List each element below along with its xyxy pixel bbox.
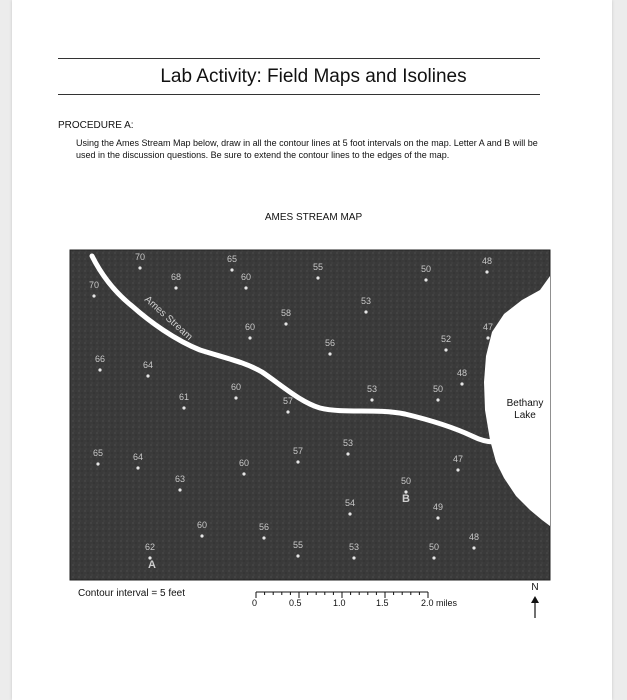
elevation-dot	[296, 554, 299, 557]
contour-interval-label: Contour interval = 5 feet	[78, 588, 186, 599]
elevation-label: 55	[292, 540, 304, 550]
elevation-label: 66	[94, 354, 106, 364]
elevation-dot	[244, 286, 247, 289]
elevation-dot	[138, 266, 141, 269]
elevation-dot	[456, 468, 459, 471]
scale-tick-1-5: 1.5	[376, 598, 389, 608]
north-arrow-icon	[531, 596, 539, 618]
elevation-dot	[296, 460, 299, 463]
scale-tick-1-0: 1.0	[333, 598, 346, 608]
elevation-dot	[146, 374, 149, 377]
elevation-dot	[178, 488, 181, 491]
elevation-dot	[436, 516, 439, 519]
elevation-label: 70	[134, 252, 146, 262]
lake-label-line1: Bethany	[506, 398, 544, 409]
elevation-dot	[230, 268, 233, 271]
elevation-dot	[436, 398, 439, 401]
scale-tick-2-0: 2.0 miles	[421, 598, 458, 608]
elevation-dot	[348, 512, 351, 515]
elevation-label: 58	[280, 308, 292, 318]
elevation-label: 62	[144, 542, 156, 552]
elevation-dot	[262, 536, 265, 539]
elevation-label: 61	[178, 392, 190, 402]
elevation-label: 55	[312, 262, 324, 272]
elevation-label: 48	[468, 532, 480, 542]
point-b-label: B	[402, 493, 410, 505]
elevation-label: 63	[174, 474, 186, 484]
elevation-label: 50	[420, 264, 432, 274]
elevation-label: 53	[348, 542, 360, 552]
elevation-label: 57	[282, 396, 294, 406]
elevation-label: 65	[92, 448, 104, 458]
elevation-label: 68	[170, 272, 182, 282]
elevation-label: 60	[196, 520, 208, 530]
elevation-dot	[485, 270, 488, 273]
elevation-label: 65	[226, 254, 238, 264]
elevation-dot	[286, 410, 289, 413]
elevation-dot	[316, 276, 319, 279]
elevation-label: 48	[481, 256, 493, 266]
elevation-dot	[472, 546, 475, 549]
elevation-dot	[328, 352, 331, 355]
elevation-dot	[460, 382, 463, 385]
stream-label: Ames Stream	[141, 294, 195, 343]
elevation-label: 64	[132, 452, 144, 462]
point-a-label: A	[148, 559, 156, 571]
elevation-dot	[234, 396, 237, 399]
scale-tick-0-5: 0.5	[289, 598, 302, 608]
elevation-label: 60	[238, 458, 250, 468]
elevation-dot	[248, 336, 251, 339]
elevation-label: 47	[452, 454, 464, 464]
elevation-dot	[370, 398, 373, 401]
elevation-dot	[174, 286, 177, 289]
elevation-dot	[352, 556, 355, 559]
elevation-label: 60	[230, 382, 242, 392]
elevation-dot	[364, 310, 367, 313]
elevation-label: 56	[324, 338, 336, 348]
scale-tick-0: 0	[252, 598, 258, 608]
elevation-dot	[96, 462, 99, 465]
elevation-dot	[242, 472, 245, 475]
elevation-label: 57	[292, 446, 304, 456]
elevation-label: 60	[240, 272, 252, 282]
elevation-label: 50	[432, 384, 444, 394]
elevation-label: 50	[400, 476, 412, 486]
page-title: Lab Activity: Field Maps and Isolines	[160, 66, 467, 87]
elevation-label: 70	[88, 280, 100, 290]
elevation-label: 53	[366, 384, 378, 394]
elevation-dot	[346, 452, 349, 455]
elevation-label: 60	[244, 322, 256, 332]
elevation-dot	[136, 466, 139, 469]
elevation-dot	[432, 556, 435, 559]
elevation-label: 54	[344, 498, 356, 508]
elevation-dot	[182, 406, 185, 409]
elevation-label: 56	[258, 522, 270, 532]
elevation-label: 64	[142, 360, 154, 370]
elevation-label: 48	[456, 368, 468, 378]
elevation-dot	[92, 294, 95, 297]
elevation-dot	[424, 278, 427, 281]
elevation-label: 53	[360, 296, 372, 306]
elevation-dot	[444, 348, 447, 351]
lake-label-line2: Lake	[514, 410, 536, 421]
elevation-dot	[284, 322, 287, 325]
elevation-label: 49	[432, 502, 444, 512]
procedure-heading: PROCEDURE A:	[58, 120, 134, 131]
procedure-text: Using the Ames Stream Map below, draw in all the contour lines at 5 foot intervals on the map. Letter A and B will be used in the discussion questions. Be sure to extend the contour lines to the edges of the map.	[76, 138, 538, 160]
elevation-label: 50	[428, 542, 440, 552]
elevation-label: 53	[342, 438, 354, 448]
elevation-dot	[98, 368, 101, 371]
elevation-dot	[486, 336, 489, 339]
elevation-dot	[200, 534, 203, 537]
map-land	[70, 250, 550, 580]
elevation-label: 47	[482, 322, 494, 332]
north-label: N	[531, 582, 539, 593]
map-title: AMES STREAM MAP	[264, 212, 363, 223]
elevation-label: 52	[440, 334, 452, 344]
